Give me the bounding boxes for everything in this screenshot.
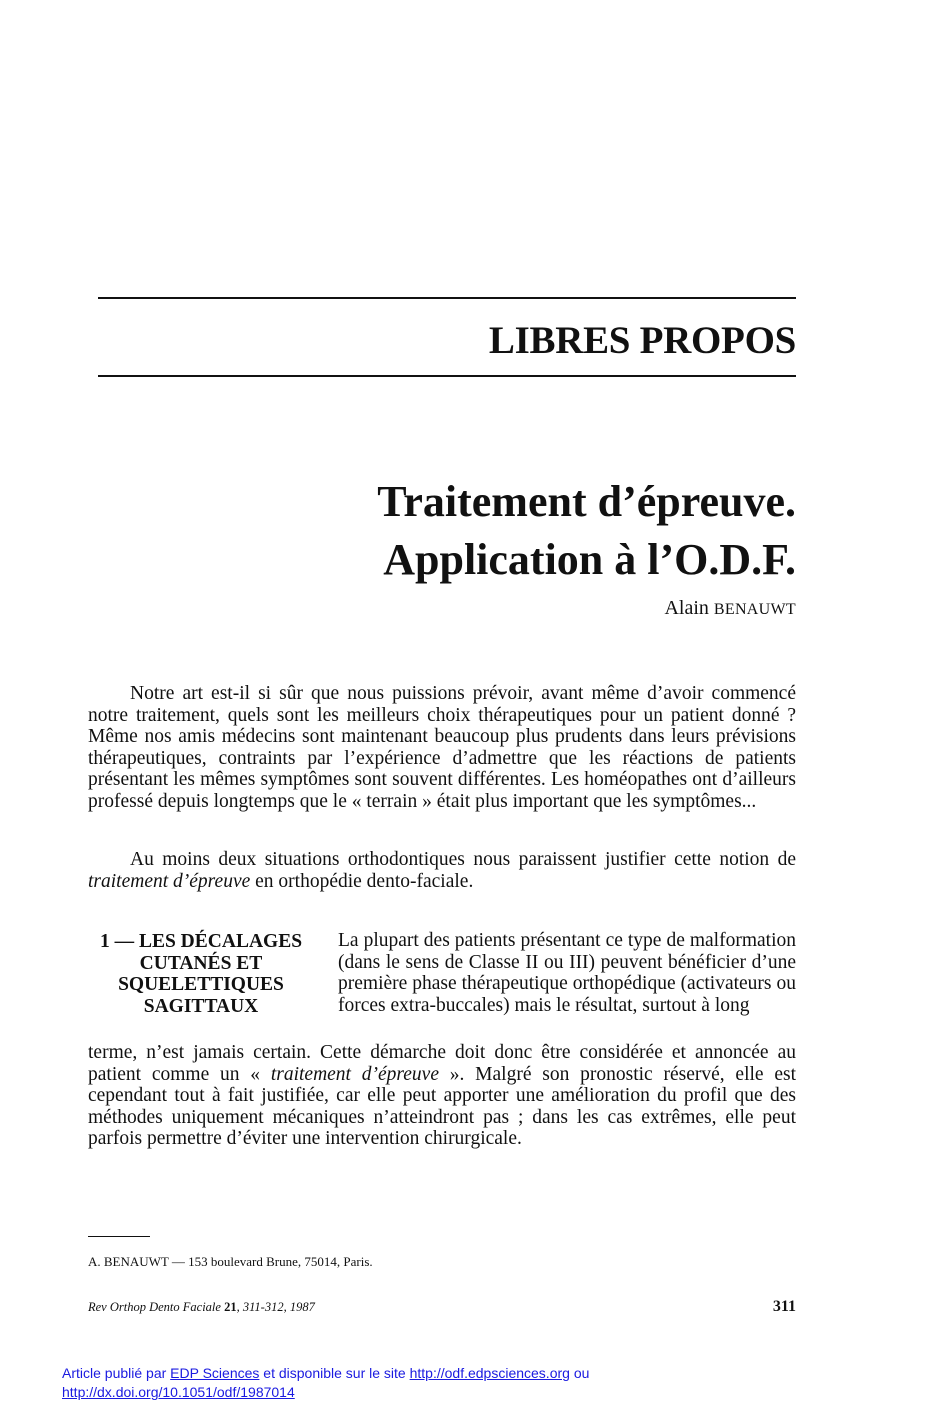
footnote: A. BENAUWT — 153 boulevard Brune, 75014, Paris. — [88, 1254, 373, 1269]
journal-pages-year: , 311-312, 1987 — [236, 1300, 315, 1314]
header-rule-top — [98, 297, 796, 299]
section-1-body-text: terme, n’est jamais certain. Cette démarche doit donc être considérée et annoncée au patient comme un « — [88, 1042, 796, 1085]
publisher-note-text-1: Article publié par — [62, 1365, 171, 1381]
section-title: LIBRES PROPOS — [488, 319, 796, 362]
journal-reference — [88, 1300, 315, 1315]
publisher-note — [62, 1364, 822, 1402]
edp-sciences-link[interactable]: EDP Sciences — [170, 1365, 260, 1381]
author-first-name: Alain — [664, 597, 709, 619]
author-last-name: BENAUWT — [713, 601, 796, 618]
section-1-heading: 1 — LES DÉCALAGES CUTANÉS ET SQUELETTIQUES SAGITTAUX — [99, 931, 303, 1017]
publisher-note-text-3: ou — [569, 1365, 590, 1381]
doi-link[interactable]: http://dx.doi.org/10.1051/odf/1987014 — [62, 1384, 295, 1400]
footnote-rule — [88, 1236, 150, 1237]
section-1-body-tail: ». Malgré son pronostic réservé, elle est cependant tout à fait justifiée, car elle peut apporter une amélioration du profil que des méthodes uniquement mécaniques n’atteindront pas ; dans les cas extrêmes, elle peut parfois permettre d’éviter une intervention chirurgicale. — [88, 1063, 797, 1150]
article-title-line-1: Traitement d’épreuve. — [377, 477, 796, 526]
journal-name: Rev Orthop Dento Faciale — [88, 1300, 225, 1314]
page-number: 311 — [772, 1298, 796, 1315]
header-rule-bottom — [98, 375, 796, 377]
section-1-body-continued — [88, 1042, 796, 1150]
article-title-line-2: Application à l’O.D.F. — [383, 535, 796, 584]
intro-paragraph-2-text: Au moins deux situations orthodontiques nous paraissent justifier cette notion de — [130, 849, 796, 870]
journal-site-link[interactable]: http://odf.edpsciences.org — [409, 1365, 570, 1381]
intro-paragraph-2 — [88, 849, 796, 892]
intro-paragraph-2-tail: en orthopédie dento-faciale. — [250, 870, 474, 892]
author — [664, 597, 796, 620]
journal-volume: 21 — [224, 1300, 237, 1314]
section-1-body-emphasis: traitement d’épreuve — [270, 1063, 439, 1085]
section-1-body-start: La plupart des patients présentant ce type de malformation (dans le sens de Classe II ou III) peuvent bénéficier d’une première phase thérapeutique orthopédique (activateurs ou forces extra-buccales) mais le résultat, surtout à long — [338, 930, 796, 1016]
intro-paragraph-1: Notre art est-il si sûr que nous puissions prévoir, avant même d’avoir commencé notre traitement, quels sont les meilleurs choix thérapeutiques pour un patient donné ? Même nos amis médecins sont maintenant beaucoup plus prudents dans leurs prévisions thérapeutiques, contraints par l’expérience d’admettre que les réactions de patients présentant les mêmes symptômes sont souvent différentes. Les homéopathes ont d’ailleurs professé depuis longtemps que le « terrain » était plus important que les symptômes... — [88, 683, 796, 812]
intro-paragraph-2-emphasis: traitement d’épreuve — [88, 870, 251, 892]
publisher-note-text-2: et disponible sur le site — [259, 1365, 410, 1381]
